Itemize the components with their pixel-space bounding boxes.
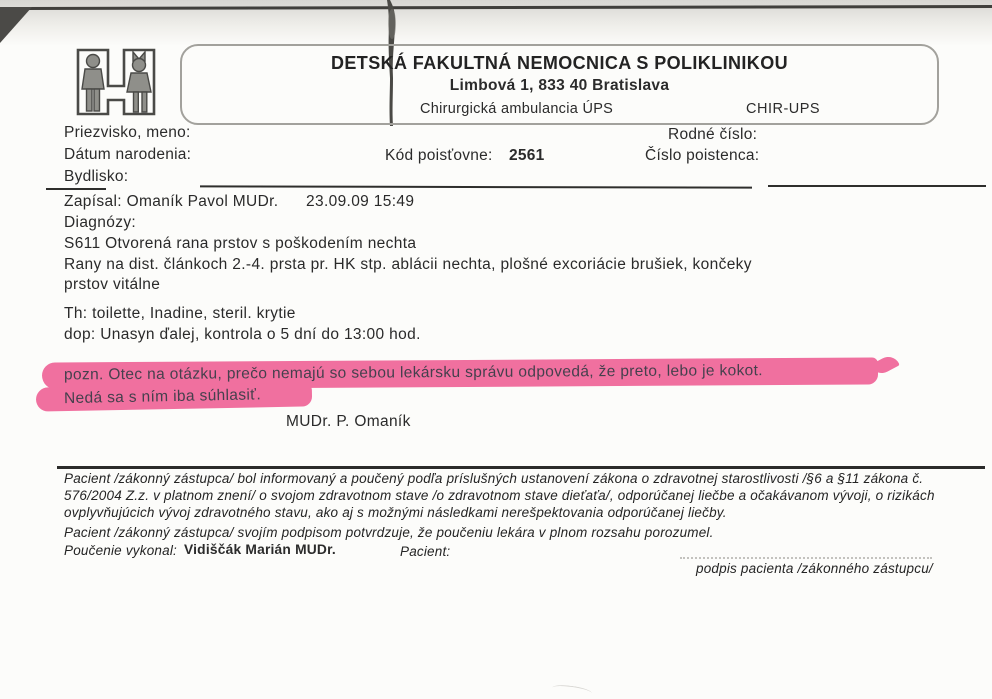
highlighted-note-line2: Nedá sa s ním iba súhlasiť. [36,382,312,411]
department-code: CHIR-UPS [746,101,821,117]
patient-label: Pacient: [400,544,451,559]
diagnosis-code-line: S611 Otvorená rana prstov s poškodením nechta [64,235,417,252]
surname-label: Priezvisko, meno: [64,124,191,141]
diagnosis-detail-line2: prstov vitálne [64,276,161,293]
signature-caption: podpis pacienta /zákonného zástupcu/ [696,561,933,576]
hospital-address: Limbová 1, 833 40 Bratislava [449,77,670,94]
field-separator-line-right [768,185,986,187]
consent-line3: ovplyvňujúcich vývoj zdravotného stavu, ako aj s možnými následkami nerešpektovania odporúčanej liečby. [64,505,727,520]
residence-underline [46,188,106,190]
recorded-by-line: Zapísal: Omaník Pavol MUDr. [64,193,279,210]
letterhead-box [180,44,939,125]
highlighted-note-line1: pozn. Otec na otázku, prečo nemajú so sebou lekársku správu odpovedá, že preto, lebo je kokot. [42,357,878,389]
consent-line1: Pacient /zákonný zástupca/ bol informovaný a poučený podľa príslušných ustanovení zákona o zdravotnej starostlivosti /§6 a §11 zákona č. [64,471,924,486]
hospital-name: DETSKÁ FAKULTNÁ NEMOCNICA S POLIKLINIKOU [331,53,788,73]
consent-line2: 576/2004 Z.z. v platnom znení/ o svojom zdravotnom stave /o zdravotnom stave dieťaťa/, odporúčanej liečbe a očakávanom vývoji, o rizikách [64,488,935,503]
record-datetime: 23.09.09 15:49 [306,193,415,210]
signature-dotted-line [680,557,932,559]
recommendation-line: dop: Unasyn ďalej, kontrola o 5 dní do 13:00 hod. [64,326,421,343]
insured-number-label: Číslo poistenca: [645,147,760,164]
scan-smudge [552,683,593,697]
physician-signature: MUDr. P. Omaník [286,413,411,430]
birth-number-label: Rodné číslo: [668,126,758,143]
instructed-by-label: Poučenie vykonal: [64,543,177,558]
therapy-line: Th: toilette, Inadine, steril. krytie [64,305,296,322]
scan-corner-fold [0,7,32,43]
department-name: Chirurgická ambulancia ÚPS [420,101,614,117]
diagnosis-detail-line1: Rany na dist. článkoch 2.-4. prsta pr. HK stp. ablácii nechta, plošné excoriácie brušiek, končeky [64,256,752,273]
birthdate-label: Dátum narodenia: [64,146,192,163]
hospital-logo-icon [72,46,160,118]
consent-line4: Pacient /zákonný zástupca/ svojím podpisom potvrdzuje, že poučeniu lekára v plnom rozsahu porozumel. [64,525,714,540]
instructing-physician-name: Vidiščák Marián MUDr. [184,542,336,557]
residence-label: Bydlisko: [64,168,129,185]
consent-separator-line [57,466,985,469]
diagnoses-label: Diagnózy: [64,214,137,231]
field-separator-line-left [200,185,752,188]
insurance-code-label: Kód poisťovne: [385,147,493,164]
insurance-code-value: 2561 [509,147,545,164]
